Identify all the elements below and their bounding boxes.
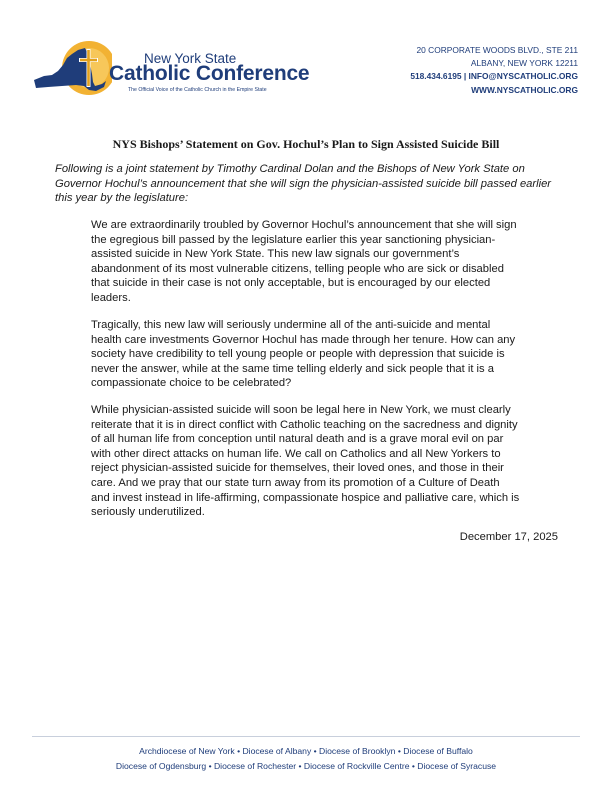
footer-dioceses bbox=[0, 744, 612, 774]
intro-paragraph: Following is a joint statement by Timothy Cardinal Dolan and the Bishops of New York State on Governor Hochul’s announcement that she will sign the physician-assisted suicide bill passed earlier this year by the legislature: bbox=[55, 163, 552, 205]
org-tagline: The Official Voice of the Catholic Church in the Empire State bbox=[128, 87, 267, 93]
address-line2: ALBANY, NEW YORK 12211 bbox=[470, 58, 578, 69]
address-line1: 20 CORPORATE WOODS BLVD., STE 211 bbox=[416, 45, 578, 55]
footer-line1: Archdiocese of New York • Diocese of Albany • Diocese of Brooklyn • Diocese of Buffalo bbox=[139, 746, 473, 756]
new-york-state-map-with-cross-icon bbox=[32, 40, 112, 100]
statement-paragraph: While physician-assisted suicide will soon be legal here in New York, we must clearly reiterate that it is in direct conflict with Catholic teaching on the sacredness and dignity of all human life from conception until natural death and is a grave moral evil on par with other direct attacks on human life. We call on Catholics and all New Yorkers to reject physician-assisted suicide for themselves, their loved ones, and those in their care. And we pray that our state turn away from its promotion of a Culture of Death and invest instead in life-affirming, compassionate hospice and palliative care, which is seriously underutilized. bbox=[91, 404, 520, 519]
org-name-line1: New York State bbox=[144, 51, 237, 66]
org-name-line2: Catholic Conference bbox=[109, 62, 310, 85]
website-link[interactable]: WWW.NYSCATHOLIC.ORG bbox=[471, 84, 578, 95]
footer-line2: Diocese of Ogdensburg • Diocese of Rochester • Diocese of Rockville Centre • Diocese of Syracuse bbox=[115, 761, 497, 771]
contact-block bbox=[410, 44, 578, 97]
statement-date: December 17, 2025 bbox=[459, 531, 558, 543]
footer-divider bbox=[32, 736, 580, 737]
statement-paragraph: We are extraordinarily troubled by Governor Hochul’s announcement that she will sign the egregious bill passed by the legislature earlier this year sanctioning physician-assisted suicide in New York State. This new law signals our government’s abandonment of its most vulnerable citizens, telling people who are sick or disabled that suicide in their case is not only acceptable, but is encouraged by our elected leaders. bbox=[91, 219, 517, 304]
statement-paragraph: Tragically, this new law will seriously undermine all of the anti-suicide and mental health care investments Governor Hochul has made through her tenure. How can any society have credibility to tell young people or people with depression that suicide is never the answer, while at the same time telling elderly and sick people that it is a compassionate choice to be celebrated? bbox=[91, 319, 516, 390]
phone-email: 518.434.6195 | INFO@NYSCATHOLIC.ORG bbox=[410, 71, 578, 82]
document-title: NYS Bishops’ Statement on Gov. Hochul’s Plan to Sign Assisted Suicide Bill bbox=[112, 137, 500, 151]
letterhead bbox=[0, 0, 612, 110]
